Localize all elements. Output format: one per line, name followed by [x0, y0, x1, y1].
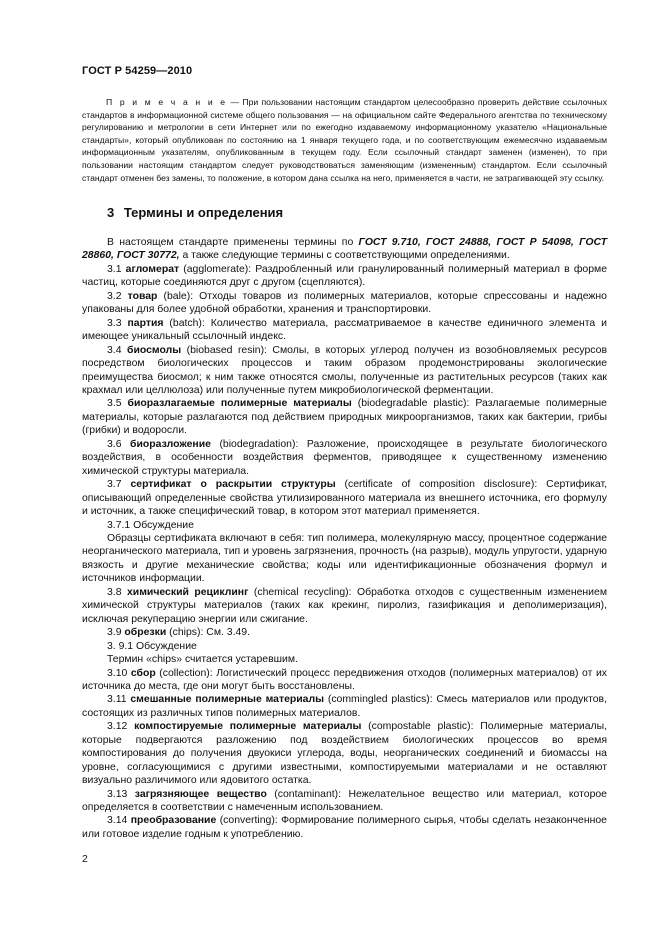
- section-number: 3: [107, 205, 115, 220]
- term-name: компостируемые полимерные материалы: [134, 721, 362, 733]
- term-definition: (agglomerate): Раздробленный или гранулированный полимерный материал в форме частиц, которые соединяются друг с другом (сцепляются).: [82, 263, 607, 289]
- term-3-14: [82, 814, 607, 841]
- section-heading: Термины и определения: [123, 205, 284, 220]
- discussion-3-9-1-text: Термин «chips» считается устаревшим.: [107, 654, 298, 666]
- term-definition: (certificate of composition disclosure): Сертификат, описывающий определенные свойства утилизированного материала из внешнего источника, его формулу и источник, а также специфический товар, в котором этот материал применяется.: [82, 479, 607, 518]
- term-3-10: [82, 667, 607, 694]
- term-name: обрезки: [124, 627, 167, 639]
- term-number: 3.13: [107, 788, 128, 800]
- term-number: 3.8: [107, 586, 122, 598]
- term-definition: (chips): См. 3.49.: [166, 627, 251, 639]
- term-3-3: [82, 317, 607, 344]
- term-number: 3.7: [107, 479, 122, 491]
- term-name: сбор: [130, 667, 156, 679]
- intro-after: а также следующие термины с соответствующими определениями.: [179, 250, 510, 262]
- term-name: смешанные полимерные материалы: [130, 694, 325, 706]
- document-body: [82, 236, 607, 841]
- intro-paragraph: [82, 236, 607, 263]
- term-definition: (commingled plastics): Смесь материалов или продуктов, состоящих из различных типов полимерных материалов.: [82, 694, 607, 719]
- term-name: агломерат: [125, 263, 180, 275]
- term-number: 3.6: [107, 438, 122, 450]
- term-3-6: [82, 438, 607, 478]
- term-name: преобразование: [130, 815, 217, 827]
- term-number: 3.12: [107, 721, 128, 733]
- term-number: 3.14: [107, 815, 128, 827]
- term-3-5: [82, 397, 607, 437]
- term-number: 3.11: [107, 694, 127, 706]
- term-name: загрязняющее вещество: [134, 788, 267, 800]
- term-definition: (biobased resin): Смолы, в которых углерод получен из возобновляемых ресурсов посредством биологических процессов и таким образом продемонстрированы экологические преимущества биосмол; к ним также относятся смолы, полученные из растительных ресурсов (таких как крахмал или целлюлоза) или полученные путем микробиологической ферментации.: [82, 344, 607, 396]
- discussion-3-7-1-text: Образцы сертификата включают в себя: тип полимера, молекулярную массу, процентное содержание неорганического материала, тип и уровень загрязнения, прочность (на разрыв), модуль упругости, ударную вязкость и другие механические свойства; коды или идентификационные обозначения формул и источников информации.: [82, 532, 607, 585]
- term-3-2: [82, 290, 607, 317]
- term-3-12: [82, 720, 607, 787]
- term-number: 3.4: [107, 344, 122, 356]
- term-3-7: [82, 478, 607, 518]
- term-3-9: [82, 626, 607, 639]
- term-name: партия: [127, 317, 164, 329]
- term-3-8: [82, 586, 607, 626]
- term-definition: (batch): Количество материала, рассматриваемое в качестве единичного элемента и имеющее уникальный ссылочный индекс.: [82, 317, 607, 343]
- section-title: [107, 205, 283, 220]
- term-number: 3.10: [107, 667, 128, 679]
- page-number: 2: [82, 853, 88, 865]
- term-number: 3.1: [107, 263, 122, 275]
- term-number: 3.2: [107, 290, 122, 302]
- term-number: 3.3: [107, 317, 122, 329]
- discussion-3-9-1-heading: 3. 9.1 Обсуждение: [107, 640, 197, 652]
- intro-before: В настоящем стандарте применены термины по: [107, 237, 359, 248]
- term-definition: (contaminant): Нежелательное вещество или материал, которое определяется в соответствии с намеченным использованием.: [82, 788, 607, 814]
- term-definition: (converting): Формирование полимерного сырья, чтобы сделать незаконченное или готовое изделие годным к употреблению.: [82, 815, 607, 840]
- term-definition: (chemical recycling): Обработка отходов с существенным изменением химической структуры материалов (таких как крекинг, пиролиз, газификация и деполимеризация), исключая рекуперацию энергии или сжигание.: [82, 586, 607, 625]
- term-definition: (compostable plastic): Полимерные материалы, которые подвергаются разложению под воздействием биологических процессов во время компостирования до получения двуокиси углерода, воды, неорганических соединений и биомассы на уровне, согласующимися с другими известными, компостируемыми материалами и не оставляют визуально различимого или ядовитого остатка.: [82, 721, 607, 787]
- term-number: 3.9: [107, 627, 122, 639]
- document-header: ГОСТ Р 54259—2010: [82, 65, 193, 77]
- term-definition: (biodegradation): Разложение, происходящее в результате биологического воздействия, в особенности воздействия ферментов, приводящее к существенному изменению химической структуры материала.: [82, 438, 607, 477]
- term-name: товар: [127, 290, 158, 302]
- term-name: биоразлагаемые полимерные материалы: [127, 398, 352, 410]
- intro-references: ГОСТ 9.710, ГОСТ 24888, ГОСТ Р 54098, ГОСТ 28860, ГОСТ 30772,: [82, 237, 607, 262]
- note-paragraph: [82, 96, 607, 184]
- term-name: сертификат о раскрытии структуры: [130, 479, 336, 491]
- note-label: П р и м е ч а н и е: [106, 97, 228, 107]
- term-number: 3.5: [107, 398, 122, 410]
- term-name: химический рециклинг: [126, 586, 249, 598]
- term-3-11: [82, 693, 607, 720]
- term-definition: (biodegradable plastic): Разлагаемые полимерные материалы, которые разлагаются под действием природных микроорганизмов, таких как бактерии, грибы (грибки) и водоросли.: [82, 398, 607, 437]
- term-3-1: [82, 263, 607, 290]
- term-3-4: [82, 344, 607, 398]
- term-3-13: [82, 788, 607, 815]
- term-name: биоразложение: [130, 438, 211, 450]
- term-name: биосмолы: [127, 344, 182, 356]
- discussion-3-7-1-heading: 3.7.1 Обсуждение: [107, 519, 194, 531]
- term-definition: (bale): Отходы товаров из полимерных материалов, которые спрессованы и надежно упакованы для более удобной обработки, хранения и транспортировки.: [82, 290, 607, 316]
- note-text: — При пользовании настоящим стандартом целесообразно проверить действие ссылочных стандартов в информационной системе общего пользования — на официальном сайте Федерального агентства по техническому регулированию и метрологии в сети Интернет или по ежегодно издаваемому информационному указателю «Национальные стандарты», который опубликован по состоянию на 1 января текущего года, и по соответствующим ежемесячно издаваемым информационным указателям, опубликованным в текущем году. Если ссылочный стандарт заменен (изменен), то при пользовании настоящим стандартом следует руководствоваться заменяющим (измененным) стандартом. Если ссылочный стандарт отменен без замены, то положение, в котором дана ссылка на него, применяется в части, не затрагивающей эту ссылку.: [82, 97, 607, 183]
- term-definition: (collection): Логистический процесс передвижения отходов (полимерных материалов) от их источника до места, где они могут быть восстановлены.: [82, 667, 607, 692]
